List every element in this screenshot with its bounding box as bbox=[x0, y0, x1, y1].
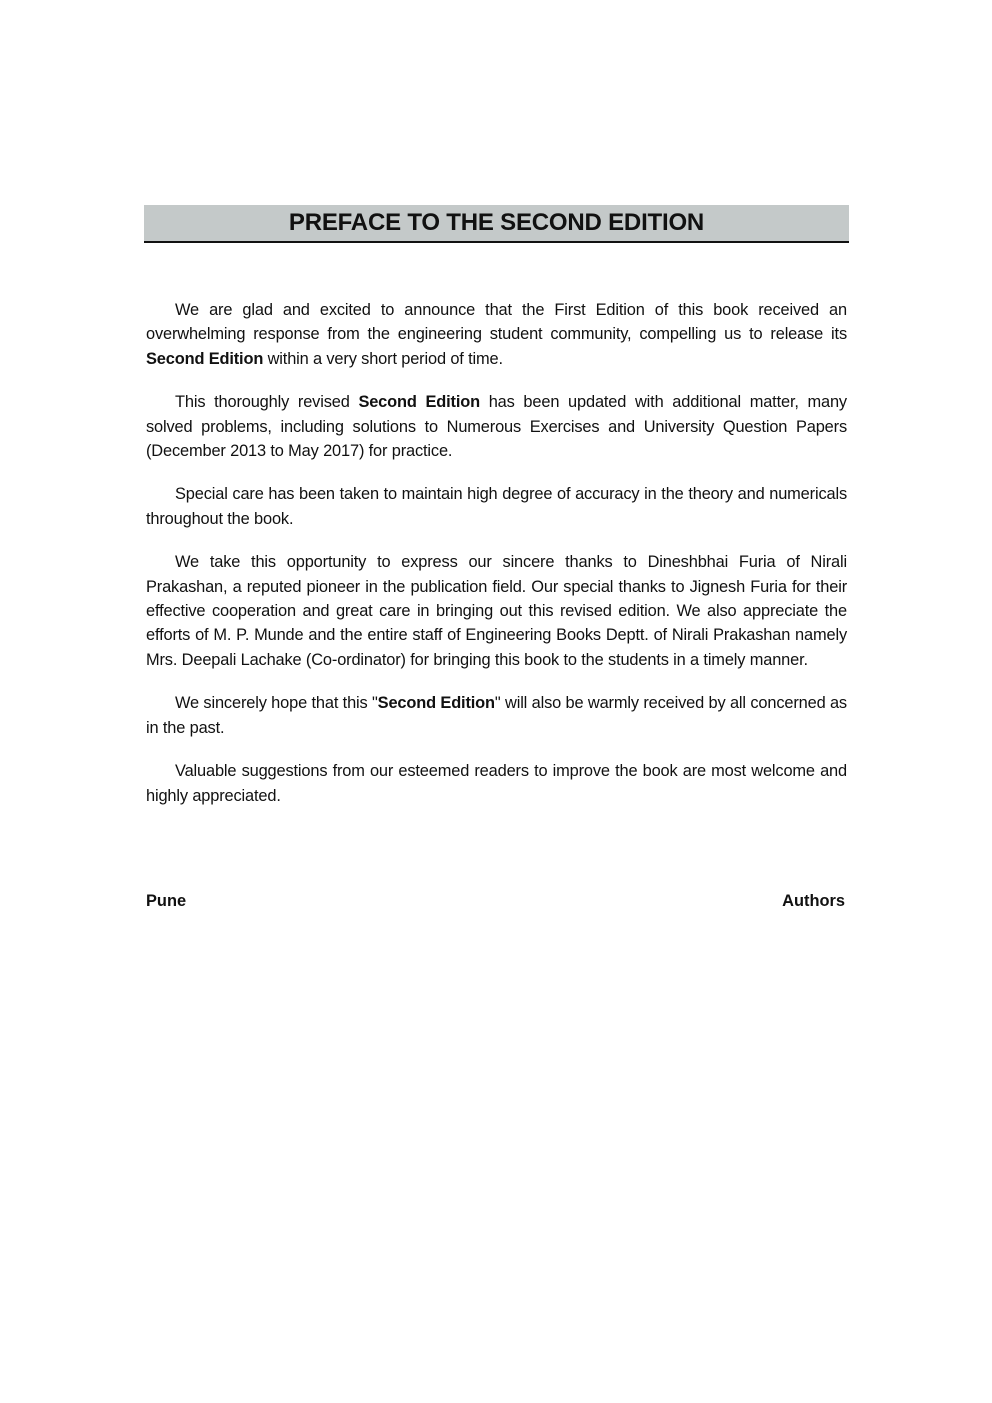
paragraph-text: within a very short period of time. bbox=[263, 349, 503, 368]
signoff-author: Authors bbox=[782, 892, 845, 910]
paragraph-text: has been updated with additional matter, many solved problems, including solutions to Numerous Exercises and University Question Papers (December 2013 to May 2017) for practice. bbox=[146, 393, 847, 461]
preface-body bbox=[146, 298, 847, 827]
paragraph-acknowledgements: We take this opportunity to express our sincere thanks to Dineshbhai Furia of Nirali Prakashan, a reputed pioneer in the publication field. Our special thanks to Jignesh Furia for their effective cooperation and great care in bringing out this revised edition. We also appreciate the efforts of M. P. Munde and the entire staff of Engineering Books Deptt. of Nirali Prakashan namely Mrs. Deepali Lachake (Co-ordinator) for bringing this book to the students in a timely manner. bbox=[146, 553, 847, 669]
paragraph-text: " will also be warmly received by all concerned as in the past. bbox=[146, 694, 847, 737]
page-title: PREFACE TO THE SECOND EDITION bbox=[288, 209, 705, 236]
signoff-row bbox=[146, 892, 845, 911]
paragraph-text: We are glad and excited to announce that the First Edition of this book received an overwhelming response from the engineering student community, compelling us to release its bbox=[146, 301, 847, 344]
paragraph-accuracy: Special care has been taken to maintain high degree of accuracy in the theory and numericals throughout the book. bbox=[146, 485, 847, 528]
paragraph-text: We sincerely hope that this " bbox=[175, 694, 378, 713]
heading-band bbox=[144, 205, 849, 243]
paragraph-first-edition-response bbox=[146, 298, 847, 371]
signoff-place: Pune bbox=[146, 892, 187, 910]
paragraph-revision-details bbox=[146, 390, 847, 463]
paragraph-hope bbox=[146, 691, 847, 740]
bold-second-edition: Second Edition bbox=[358, 393, 480, 412]
bold-second-edition: Second Edition bbox=[377, 694, 495, 713]
bold-second-edition: Second Edition bbox=[146, 349, 264, 368]
paragraph-text: This thoroughly revised bbox=[175, 393, 359, 412]
paragraph-suggestions: Valuable suggestions from our esteemed readers to improve the book are most welcome and highly appreciated. bbox=[146, 762, 847, 805]
